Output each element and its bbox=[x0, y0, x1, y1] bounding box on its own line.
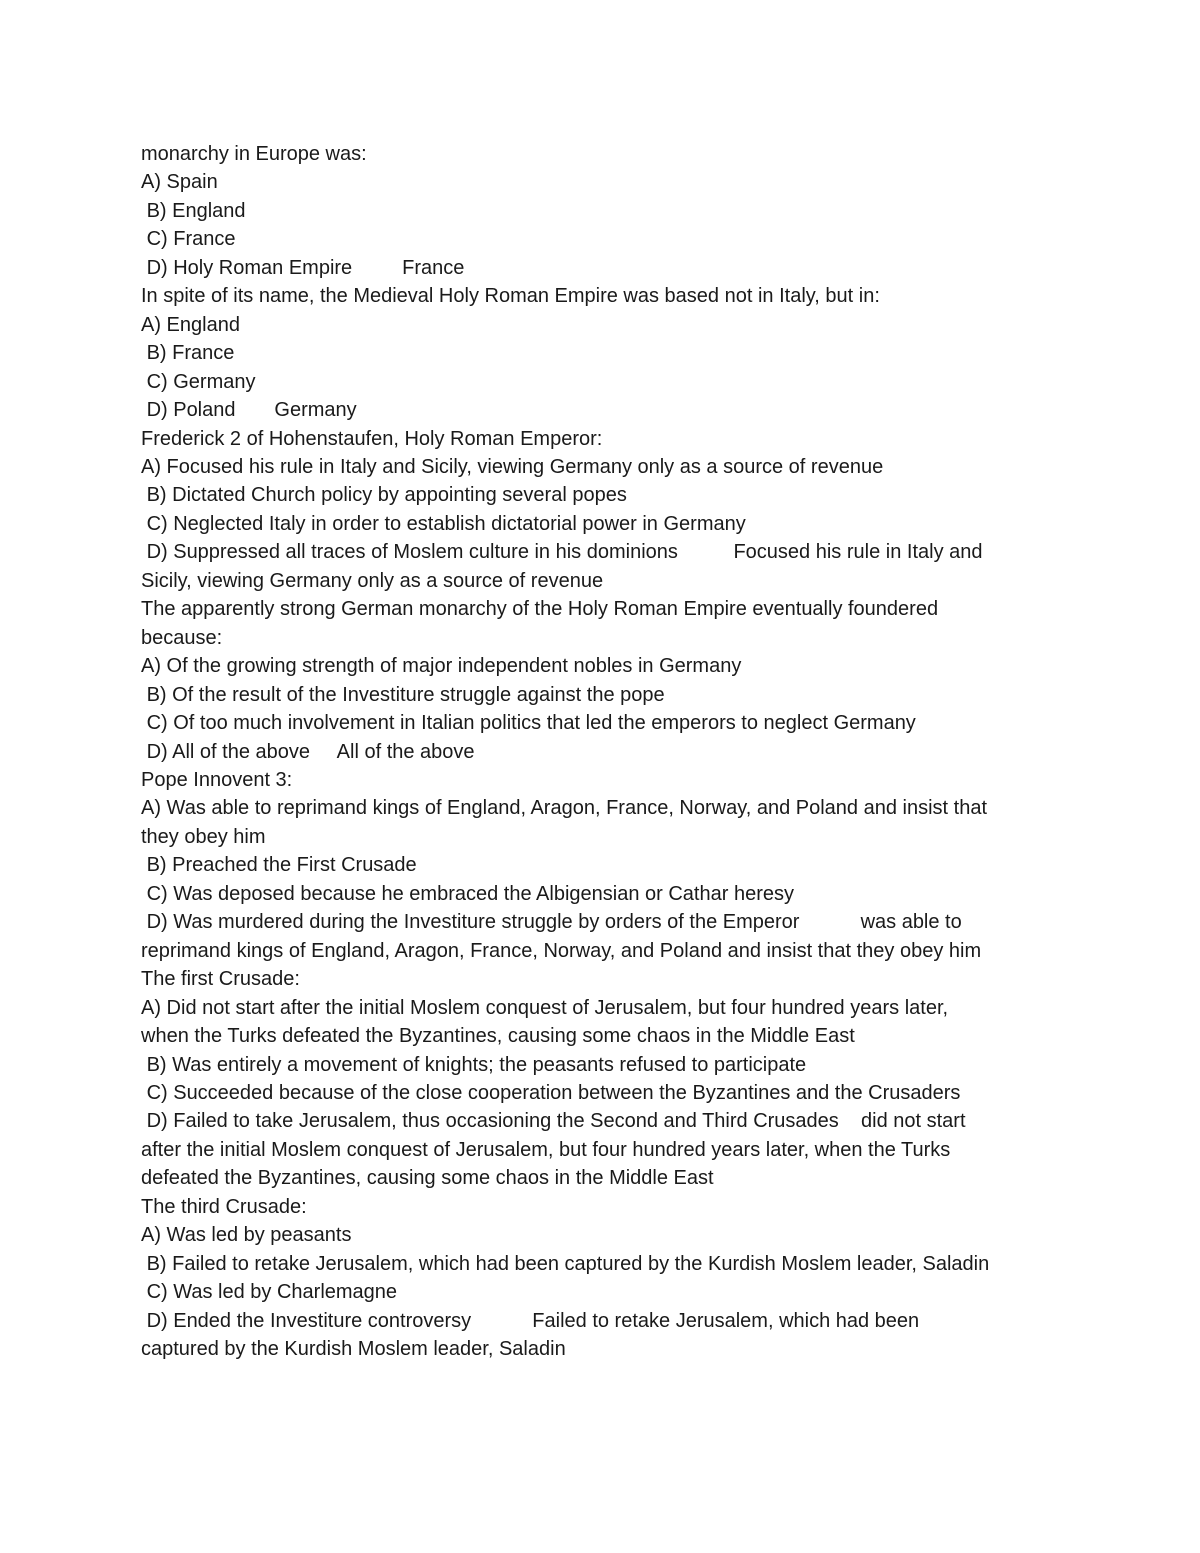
document-body bbox=[141, 140, 1071, 1363]
text-line: A) Was led by peasants bbox=[141, 1224, 352, 1247]
text-line: after the initial Moslem conquest of Jerusalem, but four hundred years later, when the Turks bbox=[141, 1138, 951, 1161]
text-line: C) Succeeded because of the close cooperation between the Byzantines and the Crusaders bbox=[141, 1081, 961, 1104]
text-line: B) France bbox=[141, 342, 235, 365]
text-line: A) Did not start after the initial Moslem conquest of Jerusalem, but four hundred years later, bbox=[141, 996, 949, 1019]
text-line: The apparently strong German monarchy of the Holy Roman Empire eventually foundered bbox=[141, 598, 939, 621]
text-line: captured by the Kurdish Moslem leader, Saladin bbox=[141, 1338, 566, 1361]
text-line: B) Of the result of the Investiture struggle against the pope bbox=[141, 683, 665, 706]
text-line: D) All of the above All of the above bbox=[141, 740, 475, 763]
text-line: monarchy in Europe was: bbox=[141, 143, 367, 165]
text-line: C) Neglected Italy in order to establish dictatorial power in Germany bbox=[141, 512, 746, 535]
text-line: D) Holy Roman Empire France bbox=[141, 256, 465, 279]
text-line: C) France bbox=[141, 228, 236, 251]
text-line: Frederick 2 of Hohenstaufen, Holy Roman Emperor: bbox=[141, 427, 603, 450]
text-line: A) England bbox=[141, 313, 240, 336]
text-line: C) Was deposed because he embraced the Albigensian or Cathar heresy bbox=[141, 882, 794, 905]
text-line: A) Of the growing strength of major independent nobles in Germany bbox=[141, 655, 742, 678]
text-line: In spite of its name, the Medieval Holy Roman Empire was based not in Italy, but in: bbox=[141, 285, 880, 308]
text-line: B) Preached the First Crusade bbox=[141, 854, 417, 877]
text-line: B) Dictated Church policy by appointing several popes bbox=[141, 484, 627, 507]
text-line: A) Spain bbox=[141, 171, 218, 194]
text-line: because: bbox=[141, 626, 223, 649]
text-line: D) Was murdered during the Investiture struggle by orders of the Emperor was able to bbox=[141, 911, 962, 934]
text-line: defeated the Byzantines, causing some chaos in the Middle East bbox=[141, 1167, 714, 1190]
text-line: D) Poland Germany bbox=[141, 399, 357, 422]
text-line: Pope Innovent 3: bbox=[141, 768, 293, 791]
text-line: B) Failed to retake Jerusalem, which had been captured by the Kurdish Moslem leader, Saladin bbox=[141, 1252, 990, 1275]
text-line: they obey him bbox=[141, 825, 266, 848]
text-line: C) Of too much involvement in Italian politics that led the emperors to neglect Germany bbox=[141, 712, 916, 735]
text-line: D) Suppressed all traces of Moslem culture in his dominions Focused his rule in Italy and bbox=[141, 541, 983, 564]
text-line: B) England bbox=[141, 199, 246, 222]
text-line: C) Germany bbox=[141, 370, 256, 393]
text-line: B) Was entirely a movement of knights; the peasants refused to participate bbox=[141, 1053, 807, 1076]
text-line: The third Crusade: bbox=[141, 1195, 307, 1218]
text-line: A) Was able to reprimand kings of England, Aragon, France, Norway, and Poland and insist that bbox=[141, 797, 988, 820]
text-line: reprimand kings of England, Aragon, France, Norway, and Poland and insist that they obey him bbox=[141, 939, 982, 962]
text-line: The first Crusade: bbox=[141, 968, 300, 991]
text-line: C) Was led by Charlemagne bbox=[141, 1281, 398, 1304]
text-line: when the Turks defeated the Byzantines, causing some chaos in the Middle East bbox=[141, 1025, 855, 1048]
text-line: D) Ended the Investiture controversy Failed to retake Jerusalem, which had been bbox=[141, 1309, 920, 1332]
text-line: D) Failed to take Jerusalem, thus occasioning the Second and Third Crusades did not start bbox=[141, 1110, 966, 1133]
text-line: Sicily, viewing Germany only as a source of revenue bbox=[141, 569, 604, 592]
text-line: A) Focused his rule in Italy and Sicily, viewing Germany only as a source of revenue bbox=[141, 455, 884, 478]
